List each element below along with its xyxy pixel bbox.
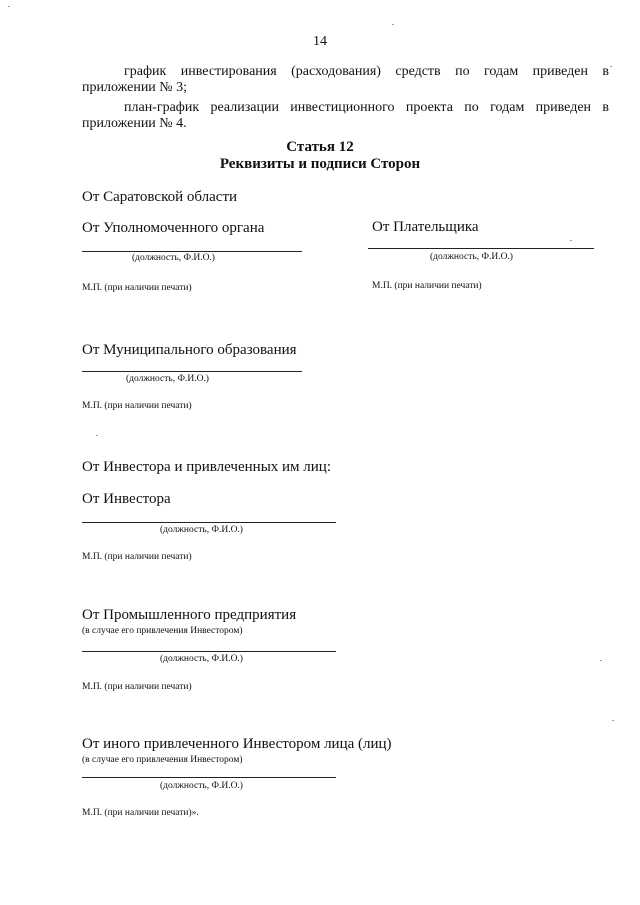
page-number: 14 [313,34,327,49]
party-authorized-body: От Уполномоченного органа [82,220,265,236]
party-investor-and-parties: От Инвестора и привлеченных им лиц: [82,459,331,475]
paragraph-investment-schedule: график инвестирования (расходования) средств по годам приведен в приложении № 3; [82,64,609,95]
signature-line-industrial-enterprise [82,651,336,652]
note-industrial-enterprise: (в случае его привлечения Инвестором) [82,626,243,636]
article-title: Реквизиты и подписи Сторон [219,156,421,172]
caption-position-municipality: (должность, Ф.И.О.) [126,374,209,384]
party-saratov-region: От Саратовской области [82,189,238,205]
party-other-person: От иного привлеченного Инвестором лица (лиц) [82,736,392,752]
caption-position-investor: (должность, Ф.И.О.) [160,525,243,535]
article-number: Статья 12 [286,139,354,155]
scan-speck [612,720,614,721]
signature-line-other-person [82,777,336,778]
party-municipality: От Муниципального образования [82,342,297,358]
seal-authorized-body: М.П. (при наличии печати) [82,283,192,293]
scan-speck [570,240,572,241]
paragraph-implementation-plan: план-график реализации инвестиционного проекта по годам приведен в приложении № 4. [82,100,609,131]
party-industrial-enterprise: От Промышленного предприятия [82,607,297,623]
signature-line-municipality [82,371,302,372]
caption-position-payer: (должность, Ф.И.О.) [430,252,513,262]
seal-industrial-enterprise: М.П. (при наличии печати) [82,682,192,692]
caption-position-authorized-body: (должность, Ф.И.О.) [132,253,215,263]
scan-speck [392,24,394,25]
scan-speck [610,66,612,67]
seal-payer: М.П. (при наличии печати) [372,281,482,291]
party-payer: От Плательщика [372,219,479,235]
signature-line-investor [82,522,336,523]
caption-position-industrial-enterprise: (должность, Ф.И.О.) [160,654,243,664]
note-other-person: (в случае его привлечения Инвестором) [82,755,243,765]
caption-position-other-person: (должность, Ф.И.О.) [160,781,243,791]
scan-speck [96,435,98,436]
signature-line-authorized-body [82,251,302,252]
seal-municipality: М.П. (при наличии печати) [82,401,192,411]
scan-speck [8,6,10,7]
signature-line-payer [368,248,594,249]
scan-speck [600,660,602,661]
party-investor: От Инвестора [82,491,171,507]
seal-other-person: М.П. (при наличии печати)». [82,808,199,818]
seal-investor: М.П. (при наличии печати) [82,552,192,562]
